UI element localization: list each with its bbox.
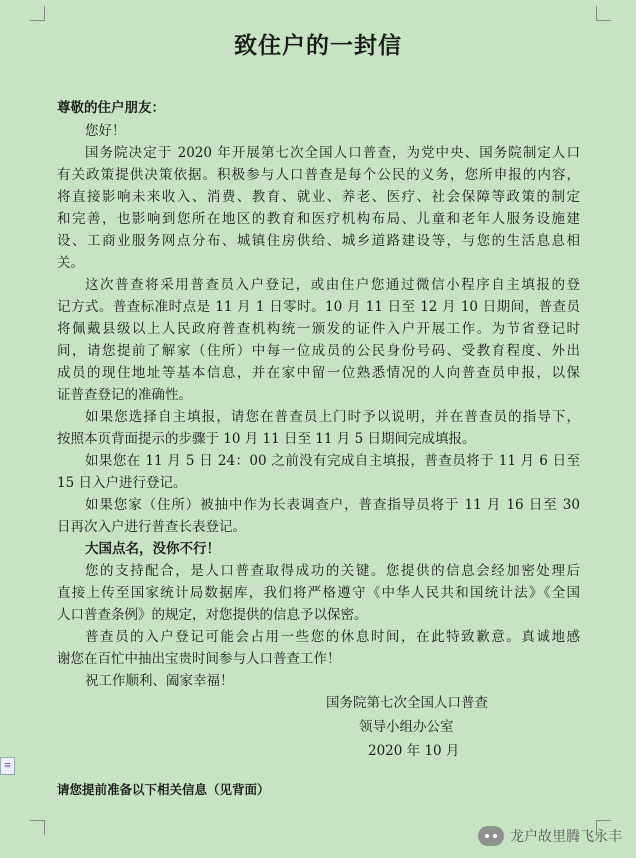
letter-line: 直接上传至国家统计局数据库，我们将严格遵守《中华人民共和国统计法》《全国 [57,585,580,601]
letter-line: 关。 [57,255,84,271]
letter-line: 这次普查将采用普查员入户登记，或由住户您通过微信小程序自主填报的登 [85,277,580,293]
letter-line: 和完善，也影响到您所在地区的教育和医疗机构布局、儿童和老年人服务设施建 [57,211,580,227]
letter-line: 记方式。普查标准时点是 11 月 1 日零时。10 月 11 日至 12 月 10 日期间，普查员 [57,299,580,315]
letter-line: 普查员的入户登记可能会占用一些您的休息时间，在此特致歉意。真诚地感 [85,629,580,645]
letter-line: 大国点名，没你不行！ [85,541,220,557]
letter-line: 谢您在百忙中抽出宝贵时间参与人口普查工作！ [57,651,341,667]
document-margin-icon[interactable]: ≡ [0,757,15,775]
letter-line: 祝工作顺利、阖家幸福！ [85,673,234,689]
letter-line: 将直接影响未来收入、消费、教育、就业、养老、医疗、社会保障等政策的制定 [57,189,580,205]
letter-line: 间，请您提前了解家（住所）中每一位成员的公民身份号码、受教育程度、外出 [57,343,580,359]
letter-line: 人口普查条例》的规定，对您提供的信息予以保密。 [57,607,368,623]
letter-line: 15 日入户进行登记。 [57,475,187,491]
crop-mark-bottom-left [30,820,45,835]
letter-line: 如果您选择自主填报，请您在普查员上门时予以说明，并在普查员的指导下， [85,409,580,425]
signature-date: 2020 年 10 月 [368,743,460,759]
letter-line: 证普查登记的准确性。 [57,387,192,403]
watermark [478,826,622,846]
letter-line: 如果您家（住所）被抽中作为长表调查户，普查指导员将于 11 月 16 日至 30 [85,497,580,513]
letter-line: 按照本页背面提示的步骤于 10 月 11 日至 11 月 5 日期间完成填报。 [57,431,476,447]
wechat-icon [478,826,504,846]
letter-line: 将佩戴县级以上人民政府普查机构统一颁发的证件入户开展工作。为节省登记时 [57,321,580,337]
letter-line: 尊敬的住户朋友： [57,100,165,116]
letter-line: 日再次入户进行普查长表登记。 [57,519,246,535]
crop-mark-top-right [596,6,611,21]
letter-line: 成员的现住地址等基本信息，并在家中留一位熟悉情况的人向普查员申报，以保 [57,365,580,381]
letter-line: 设、工商业服务网点分布、城镇住房供给、城乡道路建设等，与您的生活息息相 [57,233,580,249]
crop-mark-top-left [30,6,45,21]
signature-org-line1: 国务院第七次全国人口普查 [326,695,488,711]
letter-title: 致住户的一封信 [234,32,402,59]
letter-line: 您的支持配合，是人口普查取得成功的关键。您提供的信息会经加密处理后 [85,563,580,579]
watermark-text: 龙户故里腾飞永丰 [510,829,622,845]
letter-line: 有关政策提供决策依据。积极参与人口普查是每个公民的义务，您所申报的内容， [57,167,580,183]
letter-line: 如果您在 11 月 5 日 24：00 之前没有完成自主填报，普查员将于 11 月 6 日至 [85,453,580,469]
prepare-info-note: 请您提前准备以下相关信息（见背面） [57,782,270,797]
letter-line: 您好！ [85,123,126,139]
letter-line: 国务院决定于 2020 年开展第七次全国人口普查，为党中央、国务院制定人口 [85,145,580,161]
signature-org-line2: 领导小组办公室 [359,719,454,735]
